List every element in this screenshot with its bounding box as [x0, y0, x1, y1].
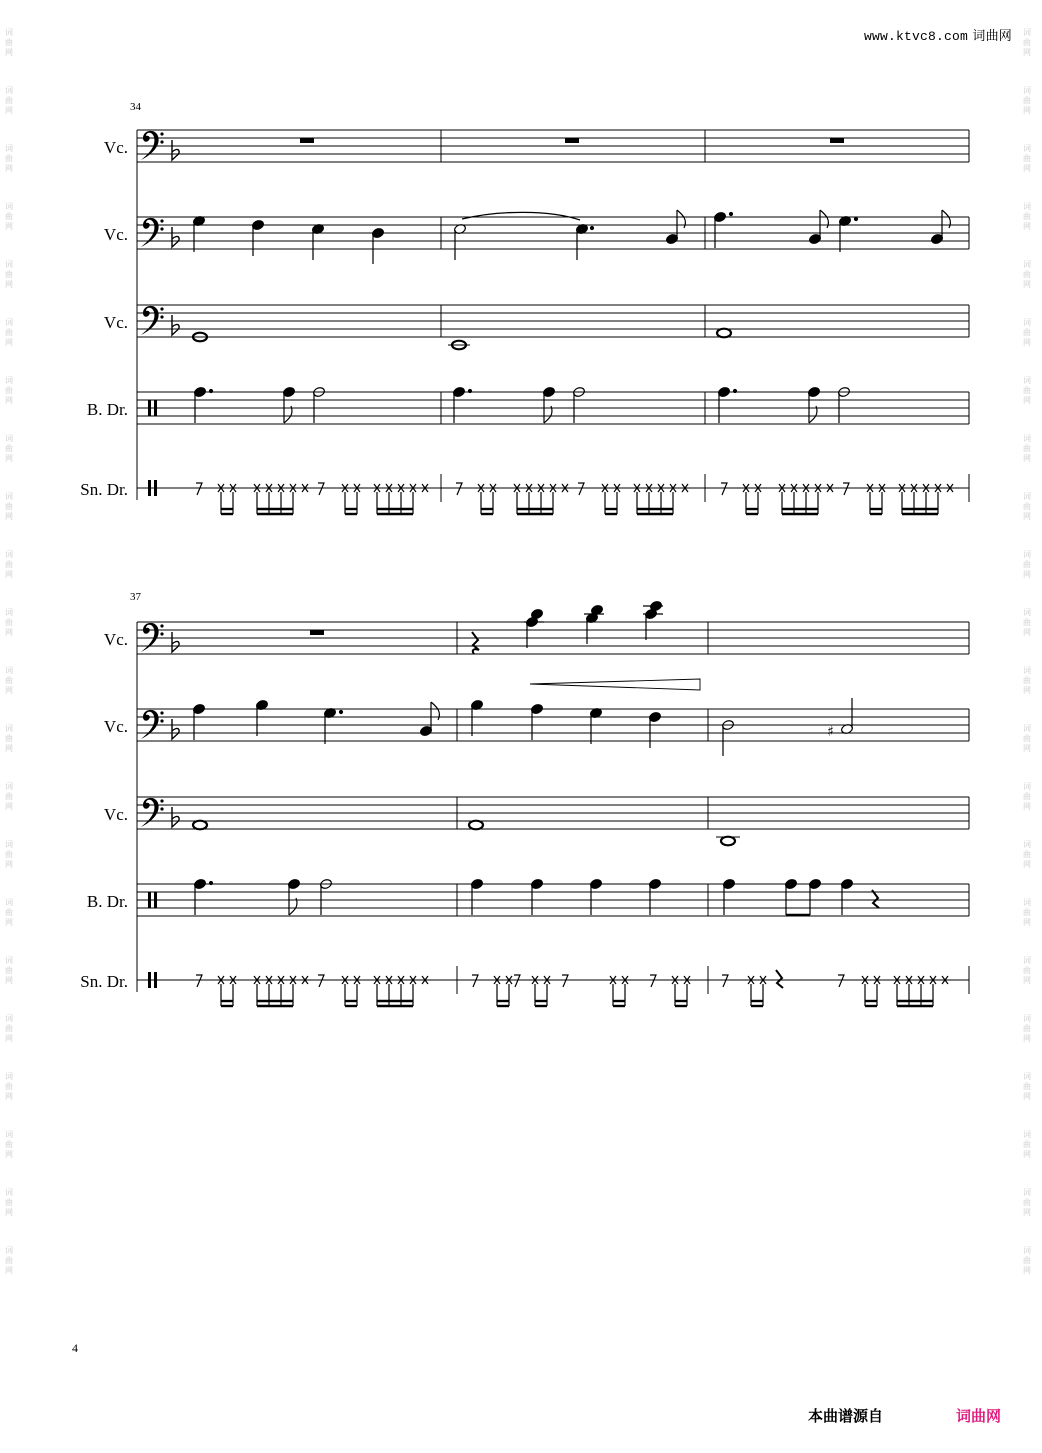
- staff-4: [87, 386, 969, 424]
- staff-4: [87, 878, 969, 916]
- watermark-group: 词 曲 网: [5, 782, 13, 811]
- flat-icon: [172, 807, 179, 827]
- footer: [808, 1405, 1002, 1426]
- watermark-group: 词 曲 网: [1023, 1246, 1031, 1275]
- site-url[interactable]: www.ktvc8.com: [864, 29, 969, 44]
- watermark-group: 词 曲 网: [5, 666, 13, 695]
- watermark-group: 词 曲 网: [5, 898, 13, 927]
- crescendo-hairpin: [530, 679, 700, 690]
- flat-icon: [172, 632, 179, 652]
- staff-3: [104, 305, 969, 349]
- flat-icon: [172, 227, 179, 247]
- whole-rest-icon: [830, 138, 844, 143]
- system-1: [80, 101, 969, 514]
- staff-3: [104, 797, 969, 845]
- watermark-group: 词 曲 网: [5, 956, 13, 985]
- site-name: 词曲网: [972, 29, 1012, 44]
- watermark-group: 词 曲 网: [1023, 434, 1031, 463]
- watermark-group: 词 曲 网: [5, 144, 13, 173]
- measure-number: 34: [130, 101, 141, 113]
- instrument-label: B. Dr.: [86, 892, 128, 911]
- watermark-group: 词 曲 网: [1023, 1188, 1031, 1217]
- watermark-group: 词 曲 网: [5, 1130, 13, 1159]
- watermark-group: 词 曲 网: [1023, 260, 1031, 289]
- watermark-group: 词 曲 网: [1023, 1014, 1031, 1043]
- watermark-group: 词 曲 网: [5, 260, 13, 289]
- watermark-group: 词 曲 网: [1023, 724, 1031, 753]
- watermark-group: 词 曲 网: [5, 1014, 13, 1043]
- watermark-group: 词 曲 网: [1023, 1130, 1031, 1159]
- quarter-rest-icon: [472, 632, 479, 654]
- flat-icon: [172, 140, 179, 160]
- watermark-group: 词 曲 网: [1023, 376, 1031, 405]
- staff-2: [104, 679, 969, 756]
- bass-clef-icon: [141, 798, 164, 827]
- staff-1: [104, 130, 969, 162]
- whole-rest-icon: [565, 138, 579, 143]
- watermark-group: 词 曲 网: [5, 1072, 13, 1101]
- bass-clef-icon: [141, 131, 164, 160]
- bass-clef-icon: [141, 623, 164, 652]
- watermark-group: 词 曲 网: [1023, 782, 1031, 811]
- staff-5: [80, 474, 969, 514]
- instrument-label: B. Dr.: [86, 400, 128, 419]
- watermark-group: 词 曲 网: [1023, 608, 1031, 637]
- watermark-group: 词 曲 网: [5, 724, 13, 753]
- staff-5: [80, 966, 969, 1006]
- measure-number: 37: [130, 591, 141, 603]
- staff-1: [104, 600, 969, 654]
- watermark-group: 词 曲 网: [5, 86, 13, 115]
- watermark-group: 词 曲 网: [1023, 956, 1031, 985]
- watermark-group: 词 曲 网: [5, 550, 13, 579]
- watermark-group: 词 曲 网: [5, 840, 13, 869]
- watermark-group: 词 曲 网: [1023, 202, 1031, 231]
- bass-clef-icon: [141, 306, 164, 335]
- watermark-group: 词 曲 网: [1023, 840, 1031, 869]
- watermark-group: 词 曲 网: [5, 376, 13, 405]
- whole-rest-icon: [310, 630, 324, 635]
- instrument-label: Vc.: [103, 630, 128, 649]
- flat-icon: [172, 719, 179, 739]
- instrument-label: Sn. Dr.: [80, 480, 128, 499]
- watermark-group: 词 曲 网: [1023, 492, 1031, 521]
- watermark-group: 词 曲 网: [5, 202, 13, 231]
- instrument-label: Vc.: [103, 805, 128, 824]
- watermark-group: 词 曲 网: [5, 434, 13, 463]
- footer-source-label: 本曲谱源自: [808, 1407, 884, 1425]
- instrument-label: Vc.: [103, 717, 128, 736]
- instrument-label: Vc.: [103, 225, 128, 244]
- staff-2: [104, 210, 969, 264]
- watermark-group: 词 曲 网: [1023, 898, 1031, 927]
- whole-rest-icon: [300, 138, 314, 143]
- flat-icon: [172, 315, 179, 335]
- system-2: [80, 591, 969, 1006]
- watermark-group: 词 曲 网: [5, 1188, 13, 1217]
- bass-clef-icon: [141, 710, 164, 739]
- instrument-label: Vc.: [103, 313, 128, 332]
- page-number: 4: [72, 1341, 78, 1355]
- instrument-label: Sn. Dr.: [80, 972, 128, 991]
- instrument-label: Vc.: [103, 138, 128, 157]
- watermark-group: 词 曲 网: [1023, 318, 1031, 347]
- quarter-rest-icon: [872, 890, 879, 908]
- watermark-group: 词 曲 网: [5, 492, 13, 521]
- watermark-group: 词 曲 网: [1023, 86, 1031, 115]
- watermark-group: 词 曲 网: [1023, 550, 1031, 579]
- watermark-group: 词 曲 网: [5, 318, 13, 347]
- footer-brand-link[interactable]: 词曲网: [956, 1407, 1002, 1425]
- watermark-group: 词 曲 网: [5, 1246, 13, 1275]
- watermark-group: 词 曲 网: [1023, 666, 1031, 695]
- watermark-group: 词 曲 网: [1023, 1072, 1031, 1101]
- watermark-group: 词 曲 网: [5, 608, 13, 637]
- watermark-group: 词 曲 网: [5, 28, 13, 57]
- sharp-icon: ♯: [827, 724, 834, 740]
- bass-clef-icon: [141, 218, 164, 247]
- watermark-group: 词 曲 网: [1023, 28, 1031, 57]
- watermark-group: 词 曲 网: [1023, 144, 1031, 173]
